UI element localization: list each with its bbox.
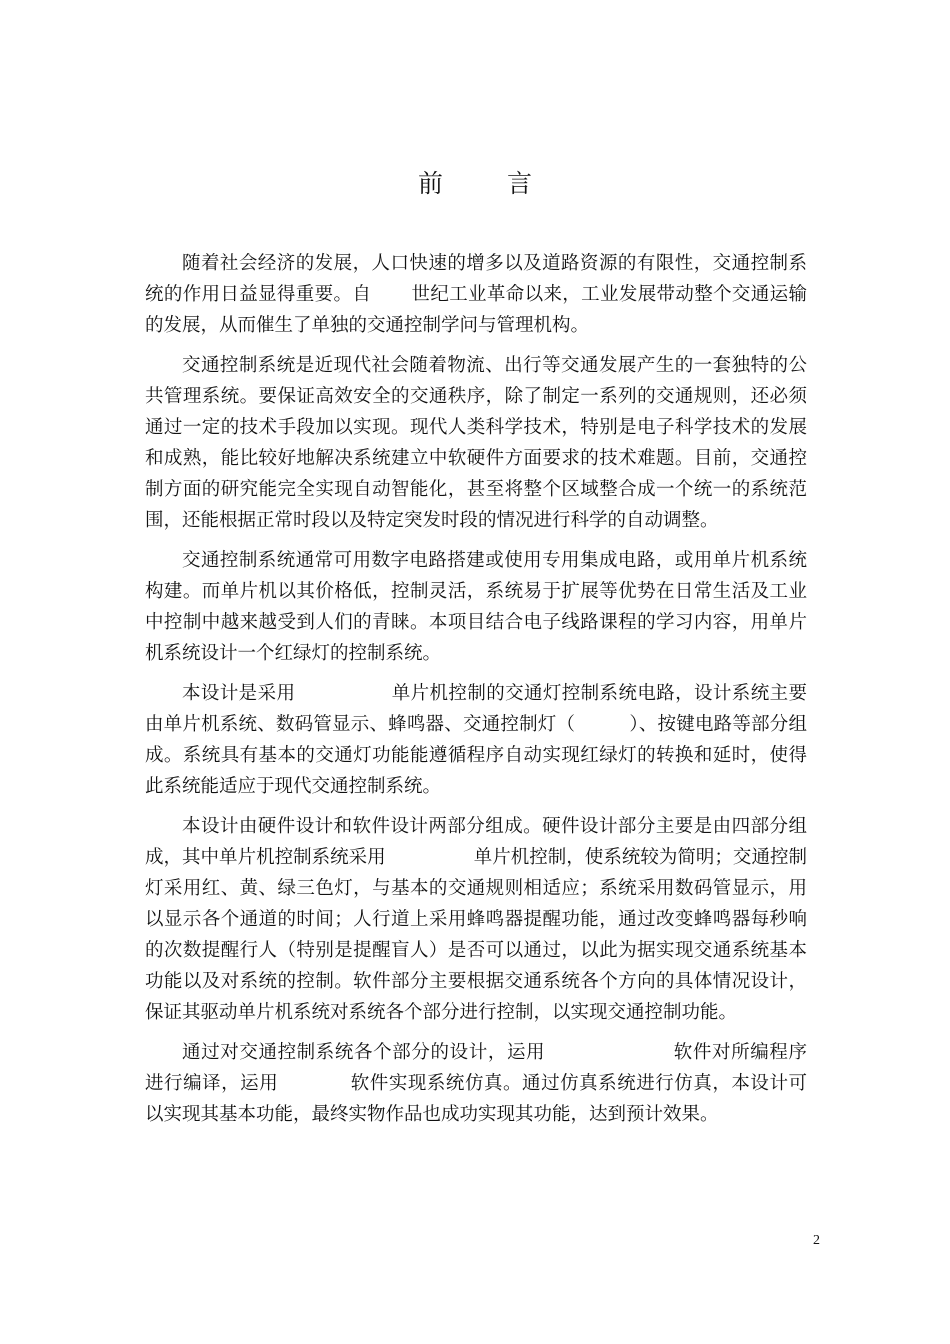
text-segment: 本设计是采用: [182, 683, 296, 704]
paragraph-1: [145, 248, 807, 341]
page-title: 前 言: [418, 169, 560, 198]
text-segment: ）、按键电路等部分组成。系统具有基本的交通灯功能能遵循程序自动实现红绿灯的转换和延时，使得此系统能适应于现代交通控制系统。: [145, 714, 807, 797]
paragraph-6: [145, 1037, 807, 1130]
page-number: 2: [813, 1233, 820, 1248]
paragraph-3: [145, 545, 807, 669]
paragraph-4: [145, 678, 807, 802]
text-segment: 交通控制系统是近现代社会随着物流、出行等交通发展产生的一套独特的公共管理系统。要保证高效安全的交通秩序，除了制定一系列的交通规则，还必须通过一定的技术手段加以实现。现代人类科学技术，特别是电子科学技术的发展和成熟，能比较好地解决系统建立中软硬件方面要求的技术难题。目前，交通控制方面的研究能完全实现自动智能化，甚至将整个区域整合成一个统一的系统范围，还能根据正常时段以及特定突发时段的情况进行科学的自动调整。: [145, 355, 807, 531]
text-segment: 单片机控制的交通灯控制系统电路，设计系统主要由单片机系统、数码管显示、蜂鸣器、交通控制灯（: [145, 683, 807, 735]
paragraph-2: [145, 350, 807, 536]
text-segment: 随着社会经济的发展，人口快速的增多以及道路资源的有限性，交通控制系统的作用日益显得重要。自: [145, 253, 807, 305]
body-text: [145, 248, 807, 1139]
text-segment: 软件实现系统仿真。通过仿真系统进行仿真，本设计可以实现其基本功能，最终实物作品也成功实现其功能，达到预计效果。: [145, 1073, 807, 1125]
text-segment: 单片机控制，使系统较为简明；交通控制灯采用红、黄、绿三色灯，与基本的交通规则相适应；系统采用数码管显示，用以显示各个通道的时间；人行道上采用蜂鸣器提醒功能，通过改变蜂鸣器每秒响的次数提醒行人（特别是提醒盲人）是否可以通过，以此为据实现交通系统基本功能以及对系统的控制。软件部分主要根据交通系统各个方向的具体情况设计，保证其驱动单片机系统对系统各个部分进行控制，以实现交通控制功能。: [145, 847, 807, 1023]
text-segment: 软件对所编程序进行编译，运用: [145, 1042, 807, 1094]
paragraph-5: [145, 811, 807, 1028]
text-segment: 本设计由硬件设计和软件设计两部分组成。硬件设计部分主要是由四部分组成，其中单片机控制系统采用: [145, 816, 807, 868]
text-segment: 交通控制系统通常可用数字电路搭建或使用专用集成电路，或用单片机系统构建。而单片机以其价格低，控制灵活，系统易于扩展等优势在日常生活及工业中控制中越来越受到人们的青睐。本项目结合电子线路课程的学习内容，用单片机系统设计一个红绿灯的控制系统。: [145, 550, 807, 664]
text-segment: 世纪工业革命以来，工业发展带动整个交通运输的发展，从而催生了单独的交通控制学问与管理机构。: [145, 284, 807, 336]
text-segment: 通过对交通控制系统各个部分的设计，运用: [182, 1042, 546, 1063]
